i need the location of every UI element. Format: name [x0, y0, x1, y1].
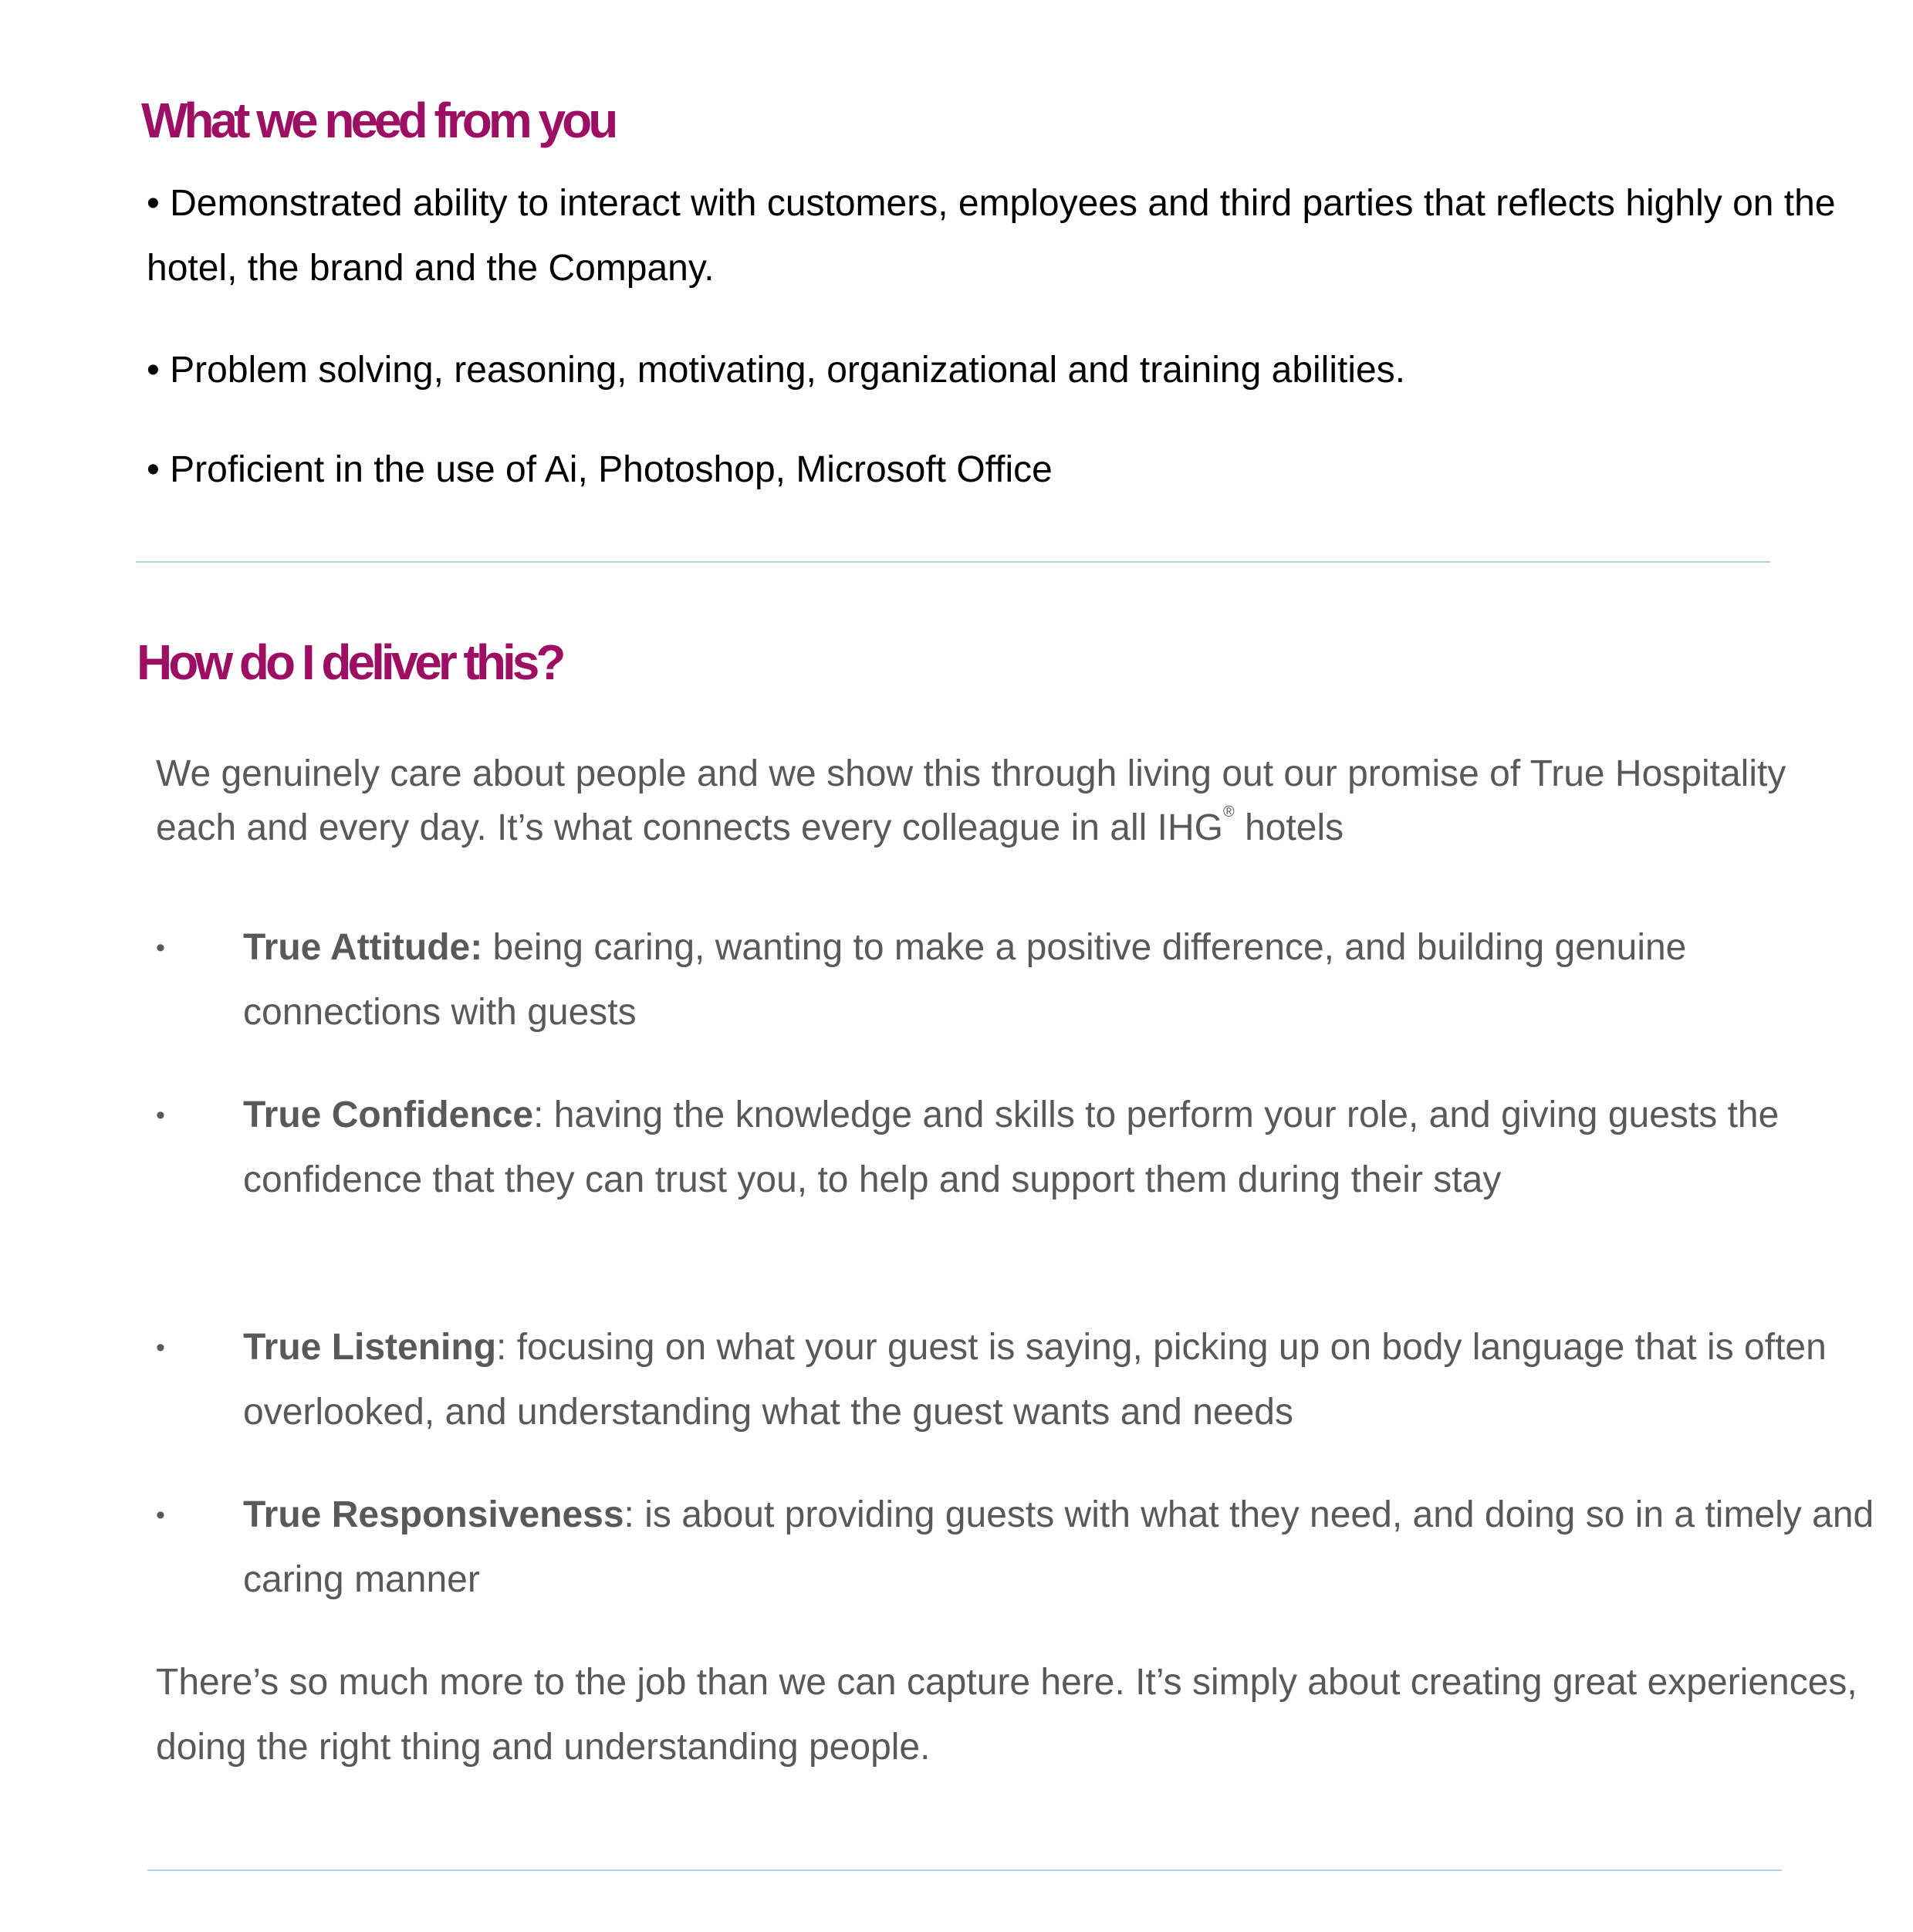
bullet-icon: • — [156, 933, 165, 963]
closing-paragraph: There’s so much more to the job than we can capture here. It’s simply about creating great experiences, doing the right thing and understanding people. — [156, 1662, 1857, 1768]
section-divider — [147, 1869, 1782, 1871]
value-text — [243, 915, 1884, 1045]
value-item — [156, 1483, 1884, 1612]
bullet-icon: • — [156, 1333, 165, 1362]
intro-text-end: hotels — [1234, 807, 1344, 848]
value-text — [243, 1083, 1884, 1213]
section-heading-delivery: How do I deliver this? — [137, 634, 563, 690]
value-text — [243, 1315, 1884, 1445]
bullet-icon: • — [156, 1101, 165, 1130]
value-term: True Attitude: — [243, 927, 483, 968]
value-description: : focusing on what your guest is saying, picking up on body language that is often overlooked, and understanding what the guest wants and needs — [243, 1327, 1827, 1433]
intro-text: We genuinely care about people and we show this through living out our promise of True Hospitality each and every day. It’s what connects every colleague in all IHG — [156, 753, 1786, 848]
intro-paragraph — [156, 747, 1869, 855]
value-description: being caring, wanting to make a positive difference, and building genuine connections with guests — [243, 927, 1687, 1033]
value-item — [156, 915, 1884, 1045]
value-term: True Confidence — [243, 1095, 534, 1135]
registered-mark: ® — [1222, 804, 1235, 821]
requirement-item: • Demonstrated ability to interact with customers, employees and third parties that reflects highly on the hotel, the brand and the Company. — [147, 183, 1836, 289]
bullet-icon: • — [156, 1501, 165, 1530]
value-text — [243, 1483, 1884, 1612]
value-item — [156, 1083, 1884, 1213]
value-item — [156, 1315, 1884, 1445]
value-term: True Listening — [243, 1327, 497, 1368]
value-term: True Responsiveness — [243, 1494, 624, 1535]
value-description: : having the knowledge and skills to perform your role, and giving guests the confidence that they can trust you, to help and support them during their stay — [243, 1095, 1779, 1200]
value-description: : is about providing guests with what they need, and doing so in a timely and caring manner — [243, 1494, 1874, 1600]
section-divider — [136, 561, 1770, 563]
requirement-item: • Problem solving, reasoning, motivating, organizational and training abilities. — [147, 350, 1406, 391]
requirement-item: • Proficient in the use of Ai, Photoshop, Microsoft Office — [147, 449, 1053, 490]
section-heading-requirements: What we need from you — [141, 93, 615, 148]
